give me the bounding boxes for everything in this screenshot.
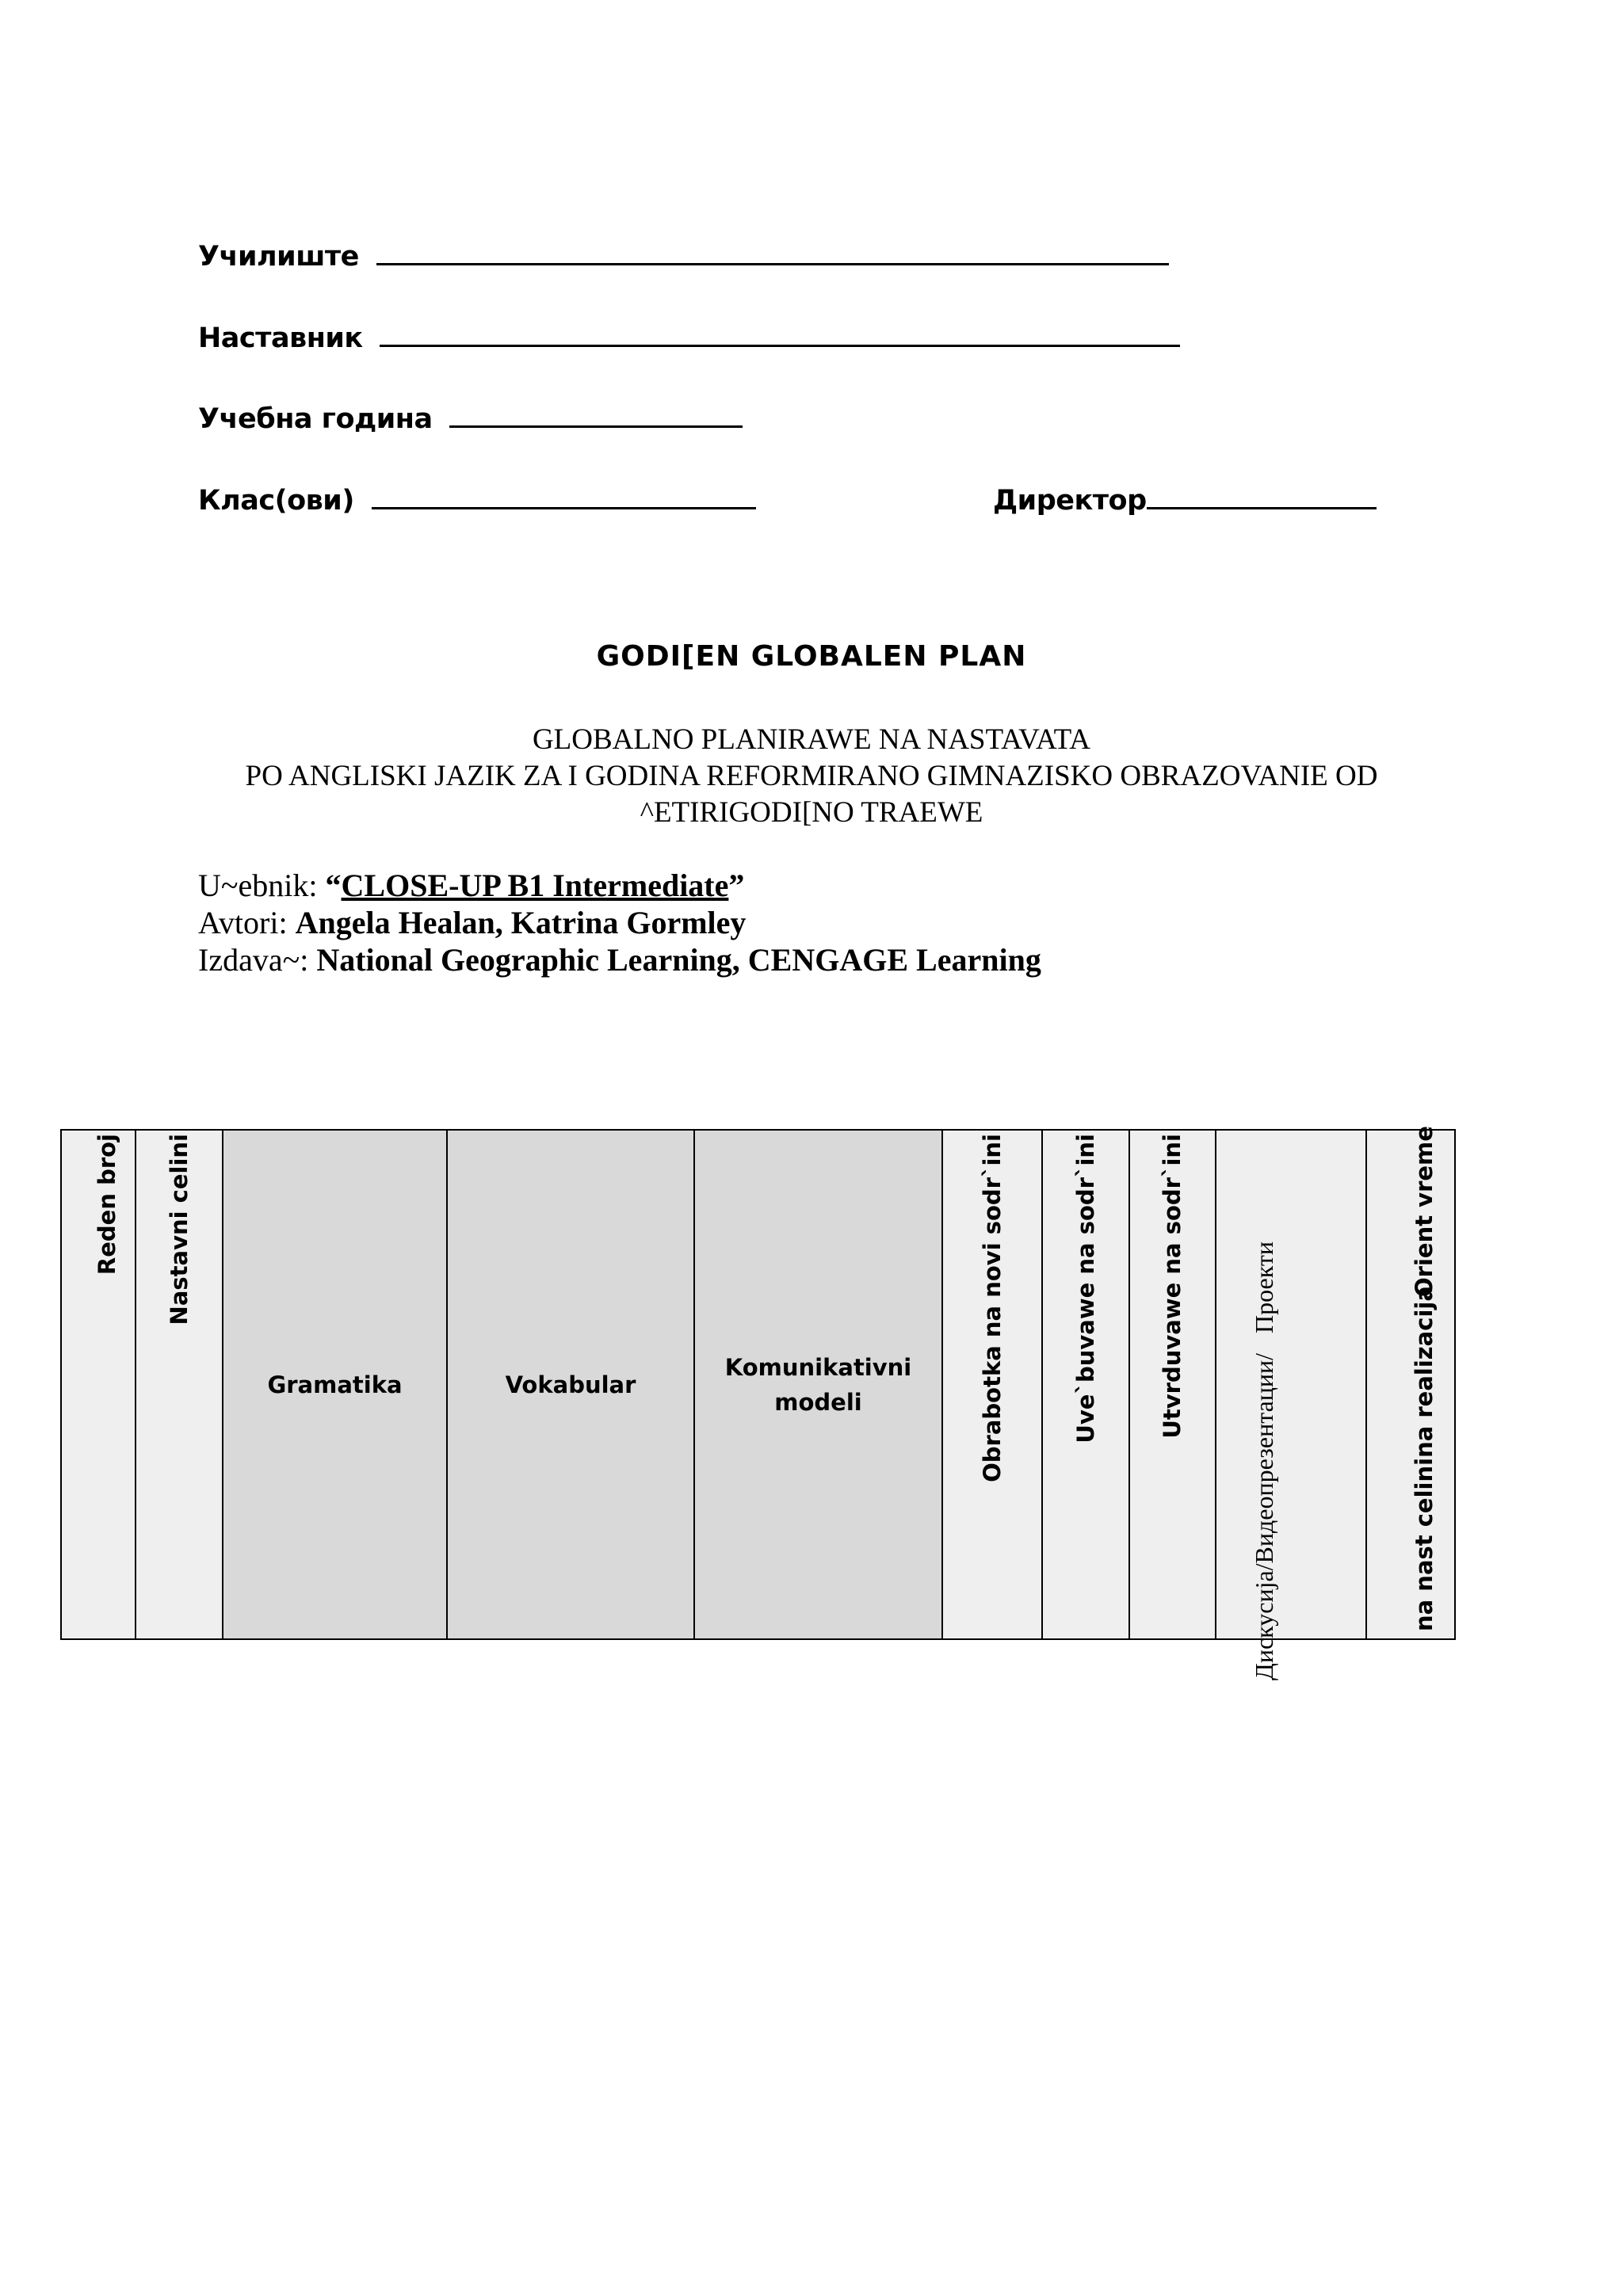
director-input-line[interactable]	[1147, 483, 1377, 509]
textbook-line	[198, 867, 1041, 904]
authors-label: Avtori:	[198, 905, 296, 940]
header-communicative-line-2: modeli	[774, 1388, 862, 1416]
class-input-line[interactable]	[372, 483, 756, 509]
publisher-line	[198, 941, 1041, 978]
header-discussion-line-2: Проекти	[1250, 1241, 1278, 1333]
document-title: GODI[EN GLOBALEN PLAN	[596, 640, 1027, 673]
school-label: Училиште	[198, 241, 359, 273]
header-practice-cell	[1042, 1130, 1129, 1639]
subtitle-line-1: GLOBALNO PLANIRAWE NA NASTAVATA	[532, 723, 1091, 756]
year-input-line[interactable]	[449, 402, 743, 428]
header-grammar: Gramatika	[223, 1130, 447, 1639]
header-consolidation: Utvrduvawe na sodr`ini	[1159, 1134, 1186, 1439]
textbook-label: U~ebnik:	[198, 868, 326, 903]
school-field	[198, 239, 1169, 273]
book-info	[198, 867, 1041, 978]
header-number: Reden broj	[94, 1134, 120, 1276]
year-label: Учебна година	[198, 403, 433, 435]
global-plan-table	[60, 1126, 1456, 1680]
teacher-input-line[interactable]	[380, 321, 1180, 347]
header-time-cell	[1366, 1126, 1455, 1639]
textbook-title: CLOSE-UP B1 Intermediate	[341, 868, 729, 903]
header-new-content: Obrabotka na novi sodr`ini	[979, 1134, 1006, 1482]
textbook-open-quote: “	[325, 868, 342, 903]
subtitle-line-2: PO ANGLISKI JAZIK ZA I GODINA REFORMIRANO GIMNAZISKO OBRAZOVANIE OD	[245, 760, 1378, 792]
document-subtitle	[0, 722, 1623, 831]
year-field	[198, 402, 743, 435]
authors-names: Angela Healan, Katrina Gormley	[295, 905, 747, 940]
header-discussion-cell	[1216, 1130, 1366, 1680]
publisher-name: National Geographic Learning, CENGAGE Learning	[316, 942, 1041, 978]
header-units-cell	[136, 1130, 223, 1639]
header-vocabulary: Vokabular	[447, 1130, 694, 1639]
header-units: Nastavni celini	[166, 1134, 193, 1325]
header-time-line-2: na nast celinina realizacija	[1411, 1286, 1438, 1631]
header-discussion-line-1: Дискусија/Видеопрезентации/	[1250, 1352, 1278, 1680]
director-field	[993, 483, 1377, 517]
header-new-content-cell	[942, 1130, 1042, 1639]
header-practice: Uve`buvawe na sodr`ini	[1072, 1134, 1099, 1444]
director-label: Директор	[993, 485, 1147, 517]
header-time-line-1: Orient vreme	[1411, 1126, 1438, 1297]
header-number-cell	[61, 1130, 136, 1639]
table-header-row	[61, 1130, 1455, 1639]
header-communicative	[694, 1130, 942, 1639]
subtitle-line-3: ^ETIRIGODI[NO TRAEWE	[640, 796, 983, 829]
teacher-field	[198, 321, 1180, 354]
header-consolidation-cell	[1129, 1130, 1216, 1639]
school-input-line[interactable]	[376, 239, 1169, 265]
authors-line	[198, 904, 1041, 941]
teacher-label: Наставник	[198, 322, 363, 354]
publisher-label: Izdava~:	[198, 942, 317, 978]
class-field	[198, 483, 756, 517]
header-communicative-line-1: Komunikativni	[724, 1353, 912, 1381]
textbook-close-quote: ”	[728, 868, 745, 903]
class-label: Клас(ови)	[198, 485, 354, 517]
